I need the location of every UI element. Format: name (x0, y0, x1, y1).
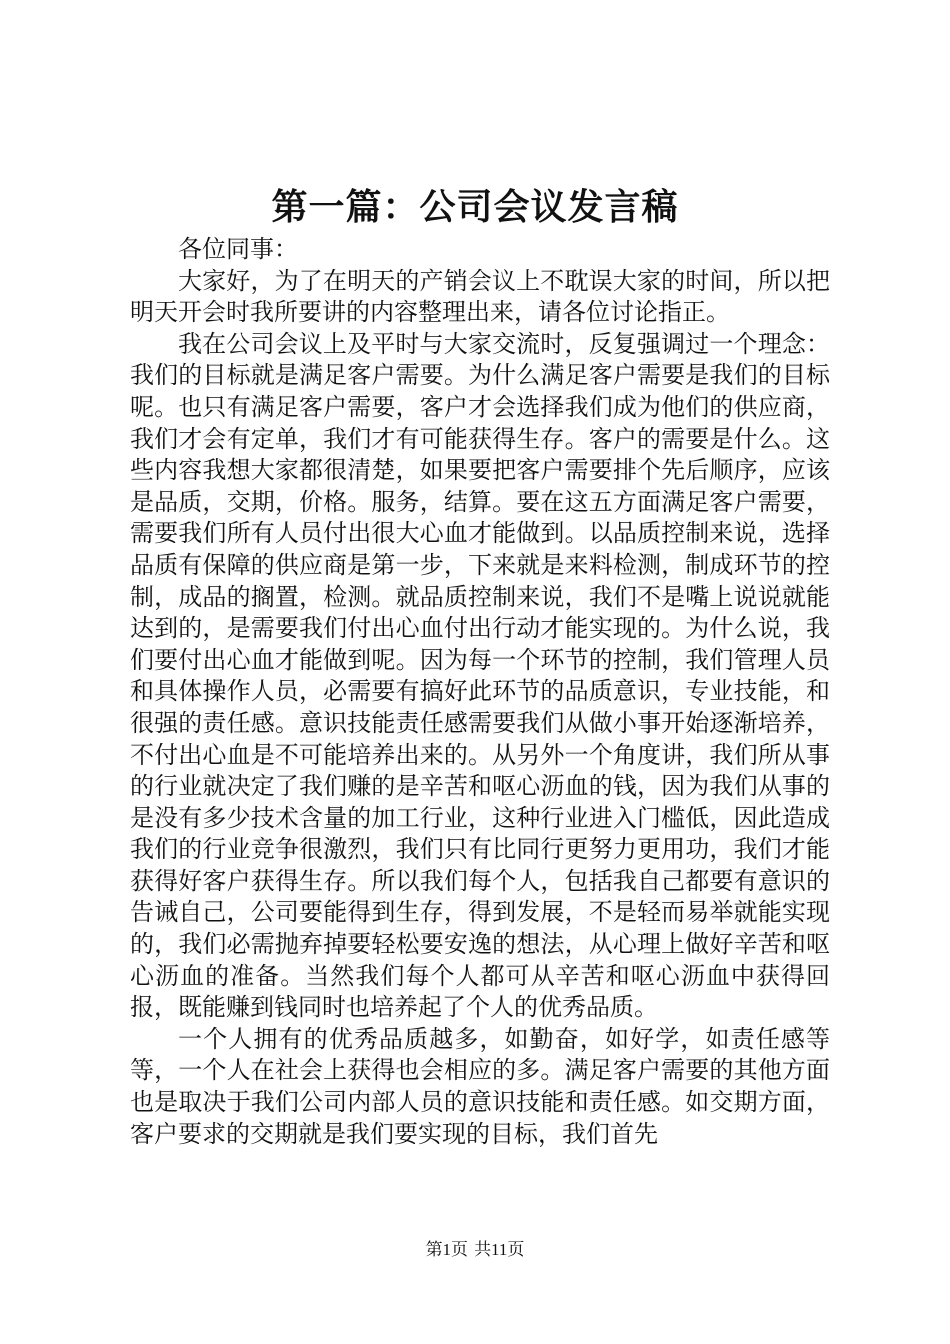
intro-paragraph: 大家好，为了在明天的产销会议上不耽误大家的时间，所以把明天开会时我所要讲的内容整理出来，请各位讨论指正。 (130, 266, 830, 327)
page-number: 第1页 (425, 1240, 469, 1259)
document-body (130, 234, 830, 1150)
page-footer (0, 1238, 950, 1262)
salutation-paragraph: 各位同事： (178, 235, 298, 263)
body-paragraph: 我在公司会议上及平时与大家交流时，反复强调过一个理念：我们的目标就是满足客户需要。为什么满足客户需要是我们的目标呢。也只有满足客户需要，客户才会选择我们成为他们的供应商，我们才会有定单，我们才有可能获得生存。客户的需要是什么。这些内容我想大家都很清楚，如果要把客户需要排个先后顺序，应该是品质，交期，价格。服务，结算。要在这五方面满足客户需要，需要我们所有人员付出很大心血才能做到。以品质控制来说，选择品质有保障的供应商是第一步，下来就是来料检测，制成环节的控制，成品的搁置，检测。就品质控制来说，我们不是嘴上说说就能达到的，是需要我们付出心血付出行动才能实现的。为什么说，我们要付出心血才能做到呢。因为每一个环节的控制，我们管理人员和具体操作人员，必需要有搞好此环节的品质意识，专业技能，和很强的责任感。意识技能责任感需要我们从做小事开始逐渐培养，不付出心血是不可能培养出来的。从另外一个角度讲，我们所从事的行业就决定了我们赚的是辛苦和呕心沥血的钱，因为我们从事的是没有多少技术含量的加工行业，这种行业进入门槛低，因此造成我们的行业竞争很激烈，我们只有比同行更努力更用功，我们才能获得好客户获得生存。所以我们每个人，包括我自己都要有意识的告诫自己，公司要能得到生存，得到发展，不是轻而易举就能实现的，我们必需抛弃掉要轻松要安逸的想法，从心理上做好辛苦和呕心沥血的准备。当然我们每个人都可从辛苦和呕心沥血中获得回报，既能赚到钱同时也培养起了个人的优秀品质。 (130, 329, 830, 1022)
body-paragraph: 一个人拥有的优秀品质越多，如勤奋，如好学，如责任感等等，一个人在社会上获得也会相应的多。满足客户需要的其他方面也是取决于我们公司内部人员的意识技能和责任感。如交期方面，客户要求的交期就是我们要实现的目标，我们首先 (130, 1024, 830, 1148)
document-title: 第一篇：公司会议发言稿 (271, 187, 679, 228)
page-total: 共11页 (474, 1240, 525, 1259)
